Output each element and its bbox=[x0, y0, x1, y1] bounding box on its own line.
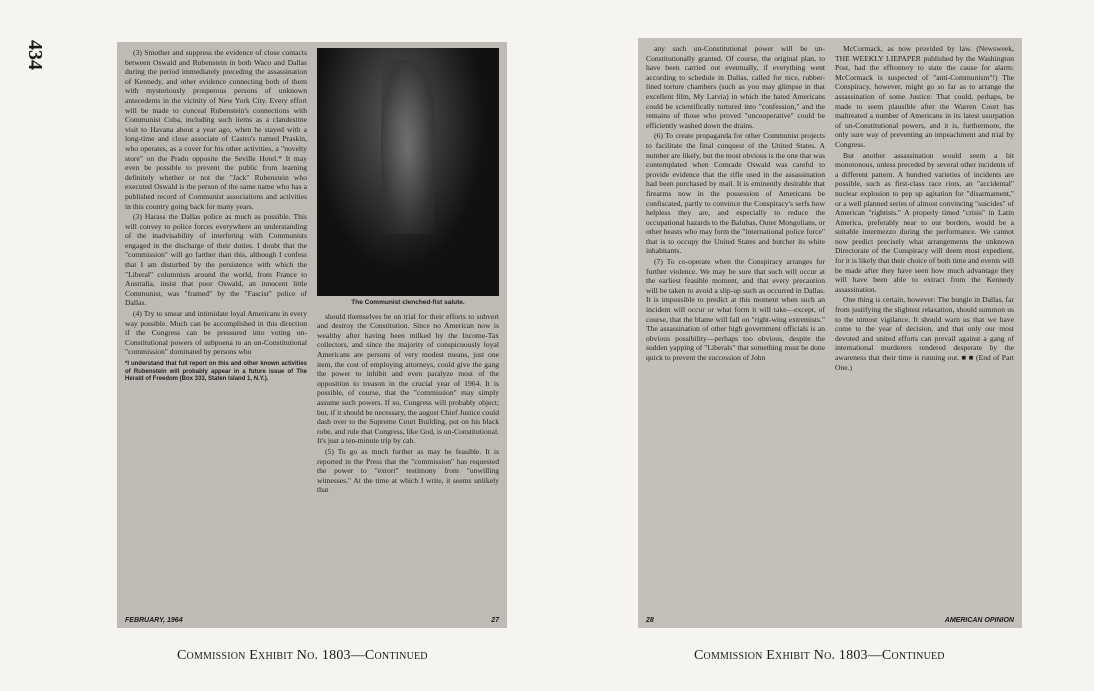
right-column-2 bbox=[835, 44, 1014, 622]
right-page-footer bbox=[646, 617, 1014, 624]
left-column-2 bbox=[317, 48, 499, 622]
footnote: *I understand that full report on this and other known activities of Rubenstein will probably appear in a future issue of The Herald of Freedom (Box 333, Staten Island 1, N.Y.). bbox=[125, 361, 307, 382]
paragraph: One thing is certain, however: The bungle in Dallas, far from justifying the slightest relaxation, should summon us to the utmost vigilance. It should warn us that we have come to the year of decision, and that only our most devoted and united efforts can prevail against a gang of international murderers rendered desperate by the awareness that their time is running out. ■ ■ (End of Part One.) bbox=[835, 295, 1014, 372]
left-page-footer bbox=[125, 617, 499, 624]
issue-date: FEBRUARY, 1964 bbox=[125, 617, 183, 624]
left-column-1 bbox=[125, 48, 307, 622]
magazine-name: AMERICAN OPINION bbox=[944, 617, 1014, 624]
archive-page-number: 434 bbox=[24, 40, 46, 70]
paragraph: (3) Smother and suppress the evidence of close contacts between Oswald and Rubenstein in both Waco and Dallas during the period immediately preceding the assassination of Kennedy, and other evidence connecting both of them with mysteriously prosperous persons of unknown antecedents in the vicinity of New York City. Every effort will be made to conceal Rubenstein's connections with Communist Cuba, including such items as a clandestine visit to Havana about a year ago, when he stayed with a long-time and close associate of Castro's named Praskin, who operates, as a cover for his other activities, a "novelty store" on the Prado opposite the Seville Hotel.* It may even be possible to prevent the public from learning definitely whether or not the "Jack" Rubenstein who executed Oswald is the person of the same name who has a published record of Communist associations and activities in this country going back for many years. bbox=[125, 48, 307, 211]
paragraph: (7) To co-operate when the Conspiracy arranges for further violence. We may be sure that such will occur at the earliest feasible moment, and that every precaution will be taken to avoid a slip-up such as occurred in Dallas. It is impossible to predict at this moment when such an incident will occur or what form it will take—except, of course, that the blame will fall on "right-wing extremists." The assassination of other high government officials is an obvious possibility—perhaps too obvious, despite the sudden yapping of "Liberals" that something must be done quick to prevent the succession of John bbox=[646, 257, 825, 362]
paragraph: (4) Try to smear and intimidate loyal Americans in every way possible. Much can be accomplished in this direction if the Congress can be pressured into voting un-Constitutional powers of subpoena to an un-Constitutional "commission" dominated by persons who bbox=[125, 309, 307, 357]
paragraph: (3) Harass the Dallas police as much as possible. This will convey to police forces everywhere an understanding of the inadvisability of interfering with Communists engaged in the discharge of their duties. I doubt that the "commission" will go farther than this, although I confess that I am disturbed by the persistence with which the "Liberal" columnists around the world, from France to Australia, insist that poor Oswald, an innocent little Communist, was "framed" by the "Fascist" police of Dallas. bbox=[125, 212, 307, 308]
paragraph: McCormack, as now provided by law. (Newsweek, THE WEEKLY LIEPAPER published by the Washington Post, had the effrontery to state the cause for alarm: McCormack is suspected of "anti-Communism"!) The Conspiracy, however, might go so far as to arrange the assassination of some Justice: That could, perhaps, be made to seem plausible after the Warren Court has maltreated a number of Americans in its latest usurpation of un-Constitutional powers, and it is, furthermore, the only sure way of preventing an impeachment and trial by Congress. bbox=[835, 44, 1014, 149]
exhibit-label-right: Commission Exhibit No. 1803—Continued bbox=[694, 648, 945, 663]
page-number: 28 bbox=[646, 617, 654, 624]
magazine-page-left bbox=[117, 42, 507, 628]
right-column-1 bbox=[646, 44, 825, 622]
paragraph: But another assassination would seem a bit monotonous, unless preceded by several other incidents of a different pattern. A hundred varieties of incidents are possible, such as first-class race riots, an "accidental" nuclear explosion to pep up agitation for "disarmament," or a well planned series of almost convincing "suicides" of American "rightists." A properly timed "crisis" in Latin America, preferably near to our borders, would be a suitable intermezzo during the performance. We cannot now predict precisely what arrangements the unknown Directorate of the Conspiracy will deem most expedient, for it is likely that their choice of both time and events will be made after they have seen how much advantage they will have been able to extract from the Kennedy assassination. bbox=[835, 150, 1014, 294]
exhibit-label-left: Commission Exhibit No. 1803—Continued bbox=[177, 648, 428, 663]
magazine-page-right bbox=[638, 38, 1022, 628]
clenched-fist-photo bbox=[317, 48, 499, 296]
paragraph: any such un-Constitutional power will be un-Constitutionally granted. Of course, the original plan, to have been carried out eventually, if everything went according to schedule in Dallas, called for nice, rubber-lined torture chambers (such as you may glimpse in that excellent film, My Latvia) in which the hated Americans could be scientifically tortured into "confession," and the remains of those who proved "uncooperative" could be efficiently washed down the drains. bbox=[646, 44, 825, 130]
paragraph: (6) To create propaganda for other Communist projects to facilitate the final conquest of the United States. A number are likely, but the most obvious is the one that was contemplated when Comrade Oswald was careful to provide evidence that the rifle used in the assassination had been purchased by mail. It is eminently desirable that firearms now in the possession of Americans be confiscated, partly to convince the Conspiracy's serfs how helpless they are, and especially to reduce the occupational hazards to the Balubas, Outer Mongolians, or other beasts who may form the "international police force" that is to occupy the United States and butcher its white inhabitants. bbox=[646, 131, 825, 256]
paragraph: should themselves be on trial for their efforts to subvert and destroy the Constitution. Since no American now is wealthy after having been milked by the Income-Tax collectors, and since the majority of conspicuously loyal Americans are persons of very modest means, just one item, the cost of employing attorneys, could give the gang the power to inhibit and even paralyze most of the opposition to treason in the crucial year of 1964. It is possible, of course, that the "commission" may simply assume such powers. If so, Congress will probably object; but, if it should be necessary, the august Chief Justice could dash over to the Supreme Court Building, put on his black robe, and rule that Congress, like God, is un-Constitutional. It's just a ten-minute trip by cab. bbox=[317, 311, 499, 446]
photo-caption: The Communist clenched-fist salute. bbox=[351, 299, 465, 306]
paragraph: (5) To go as much further as may be feasible. It is reported in the Press that the "commission" has requested the power to "extort" testimony from "unwilling witnesses." At the time at which I write, it seems unlikely that bbox=[317, 446, 499, 495]
page-number: 27 bbox=[491, 617, 499, 624]
